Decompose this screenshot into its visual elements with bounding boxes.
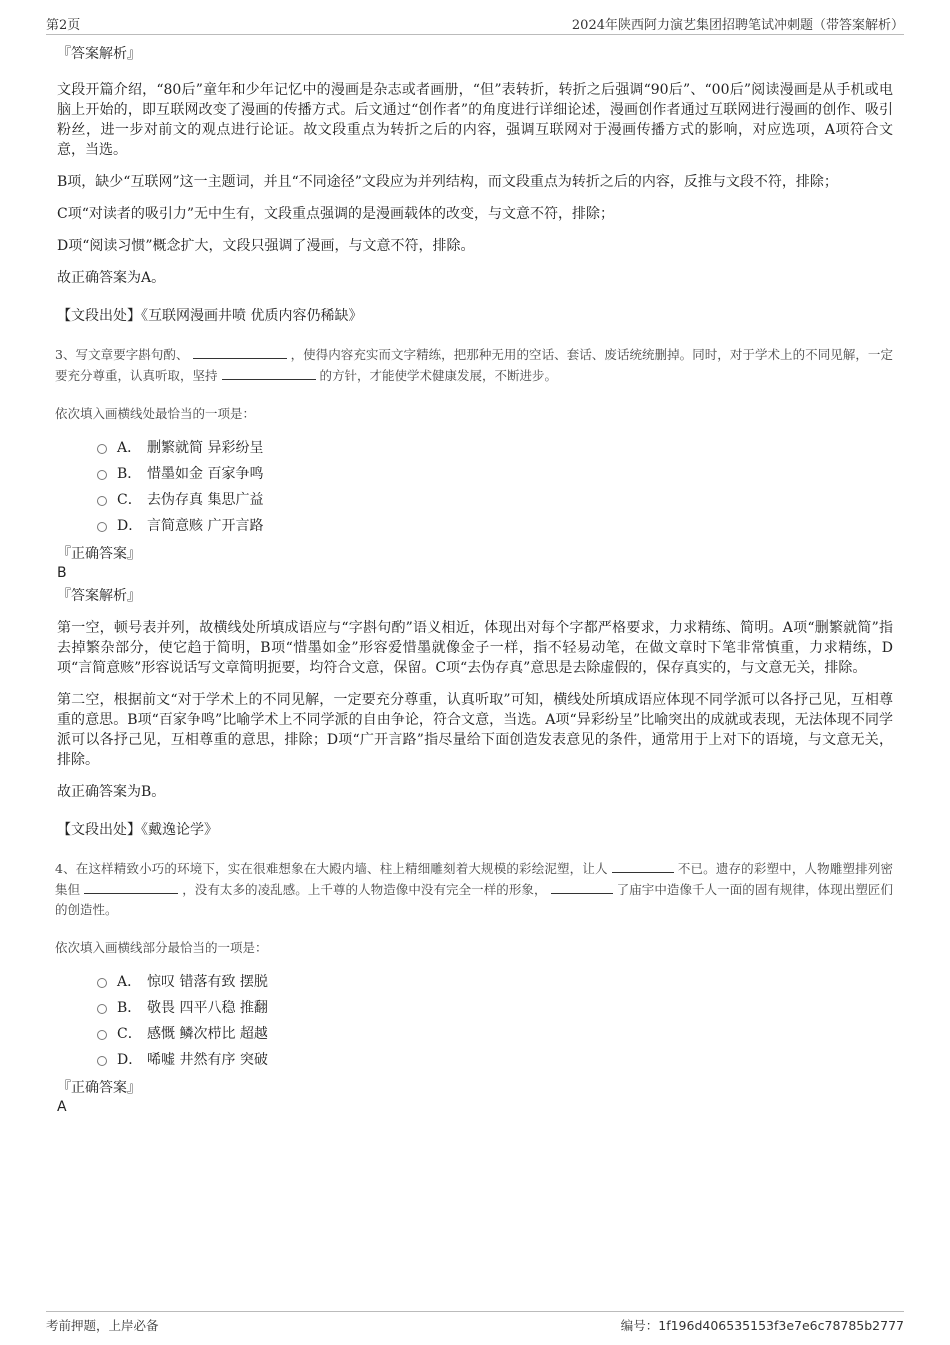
fill-blank [193,344,287,359]
document-title: 2024年陕西阿力演艺集团招聘笔试冲刺题（带答案解析） [571,18,904,33]
option-b[interactable]: B． 惜墨如金 百家争鸣 [97,460,893,486]
option-list [97,968,893,1072]
fill-blank [222,365,316,380]
radio-icon[interactable] [97,444,107,454]
fill-blank [84,879,178,894]
option-b[interactable]: B． 敬畏 四平八稳 推翻 [97,994,893,1020]
radio-icon[interactable] [97,522,107,532]
radio-icon[interactable] [97,470,107,480]
correct-answer: B [57,565,67,581]
correct-answer-tag: 『正确答案』 [57,1080,141,1096]
radio-icon[interactable] [97,1056,107,1066]
radio-icon[interactable] [97,1030,107,1040]
analysis-tag: 『答案解析』 [57,46,141,62]
question-3 [57,344,893,840]
radio-icon[interactable] [97,1004,107,1014]
option-d[interactable]: D． 唏嘘 井然有序 突破 [97,1046,893,1072]
source-citation: 【文段出处】《互联网漫画井喷 优质内容仍稀缺》 [57,308,363,324]
question-text: 4、在这样精致小巧的环境下，实在很难想象在大殿内墙、柱上精细雕刻着大规模的彩绘泥塑，让人 不已。遗存的彩塑中，人物雕塑排列密集但 ，没有太多的凌乱感。上千尊的人物造像中没有完全一样的形象， 了庙宇中造像千人一面的固有规律，体现出塑匠们的创造性。 [55,858,893,920]
option-list [97,434,893,538]
option-d[interactable]: D． 言简意赅 广开言路 [97,512,893,538]
page-number: 第2页 [46,18,81,33]
fill-blank [551,879,613,894]
page-footer [46,1311,904,1338]
footer-slogan: 考前押题，上岸必备 [46,1318,159,1333]
question-4 [57,858,893,1116]
conclusion: 故正确答案为A。 [57,270,166,286]
correct-answer: A [57,1099,67,1115]
option-c[interactable]: C． 感慨 鳞次栉比 超越 [97,1020,893,1046]
question-2-tail [57,44,893,326]
analysis-paragraph: C项“对读者的吸引力”无中生有，文段重点强调的是漫画载体的改变，与文意不符，排除； [57,206,615,222]
radio-icon[interactable] [97,978,107,988]
analysis-paragraph: 第二空，根据前文“对于学术上的不同见解，一定要充分尊重，认真听取”可知，横线处所填成语应体现不同学派可以各抒己见，互相尊重的意思。B项“百家争鸣”比喻学术上不同学派的自由争论，符合文意，当选。A项“异彩纷呈”比喻突出的成就或表现，无法体现不同学派可以各抒己见，互相尊重的意思，排除；D项“广开言路”指尽量给下面创造发表意见的条件，通常用于上对下的语境，与文意无关，排除。 [57,692,893,768]
conclusion: 故正确答案为B。 [57,784,166,800]
option-a[interactable]: A． 惊叹 错落有致 摆脱 [97,968,893,994]
page-header [46,14,904,35]
fill-blank [612,858,674,873]
source-citation: 【文段出处】《戴逸论学》 [57,822,218,838]
question-prompt: 依次填入画横线处最恰当的一项是： [55,406,256,421]
analysis-paragraph: B项，缺少“互联网”这一主题词，并且“不同途径”文段应为并列结构，而文段重点为转折之后的内容，反推与文段不符，排除； [57,174,838,190]
analysis-tag: 『答案解析』 [57,588,141,604]
document-code: 编号：1f196d406535153f3e7e6c78785b2777 [620,1318,904,1333]
analysis-paragraph: 文段开篇介绍，“80后”童年和少年记忆中的漫画是杂志或者画册，“但”表转折，转折之后强调“90后”、“00后”阅读漫画是从手机或电脑上开始的，即互联网改变了漫画的传播方式。后文通过“创作者”的角度进行详细论述，漫画创作者通过互联网进行漫画的创作、吸引粉丝，进一步对前文的观点进行论证。故文段重点为转折之后的内容，强调互联网对于漫画传播方式的影响，对应选项，A项符合文意，当选。 [57,82,893,158]
option-a[interactable]: A． 删繁就简 异彩纷呈 [97,434,893,460]
analysis-paragraph: D项“阅读习惯”概念扩大，文段只强调了漫画，与文意不符，排除。 [57,238,475,254]
option-c[interactable]: C． 去伪存真 集思广益 [97,486,893,512]
question-prompt: 依次填入画横线部分最恰当的一项是： [55,940,268,955]
radio-icon[interactable] [97,496,107,506]
analysis-paragraph: 第一空，顿号表并列，故横线处所填成语应与“字斟句酌”语义相近，体现出对每个字都严格要求，力求精练、简明。A项“删繁就简”指去掉繁杂部分，使它趋于简明，B项“惜墨如金”形容爱惜墨就像金子一样，指不轻易动笔，在做文章时下笔非常慎重，力求精练，D项“言简意赅”形容说话写文章简明扼要，均符合文意，保留。C项“去伪存真”意思是去除虚假的，保存真实的，与文意无关，排除。 [57,620,893,676]
correct-answer-tag: 『正确答案』 [57,546,141,562]
question-text: 3、写文章要字斟句酌、 ，使得内容充实而文字精练，把那种无用的空话、套话、废话统统删掉。同时，对于学术上的不同见解，一定要充分尊重，认真听取，坚持 的方针，才能使学术健康发展，不断进步。 [55,344,893,386]
page-content [57,44,893,1120]
